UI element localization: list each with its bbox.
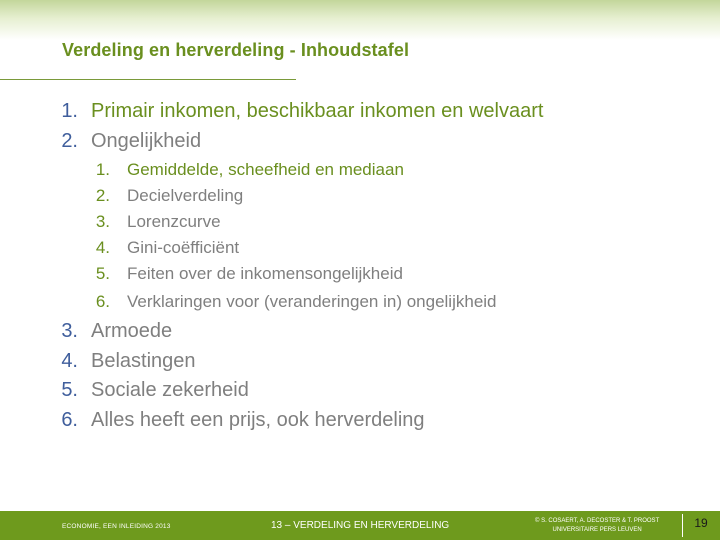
footer-chapter: 13 – VERDELING EN HERVERDELING bbox=[271, 520, 450, 531]
toc-item-number: 6. bbox=[61, 409, 78, 431]
toc-subitem-label: Verklaringen voor (veranderingen in) ongelijkheid bbox=[127, 292, 497, 311]
toc-item-label: Armoede bbox=[91, 320, 173, 342]
footer-credits bbox=[535, 517, 659, 535]
title-divider bbox=[0, 79, 296, 80]
toc-item-label: Ongelijkheid bbox=[91, 130, 202, 152]
toc-item-label: Sociale zekerheid bbox=[91, 379, 249, 401]
page-number: 19 bbox=[694, 516, 708, 530]
slide-footer bbox=[0, 511, 720, 540]
toc-subitem-number: 2. bbox=[95, 186, 110, 205]
slide-title: Verdeling en herverdeling - Inhoudstafel bbox=[62, 40, 410, 60]
toc-subitem-label: Gini-coëfficiënt bbox=[127, 238, 240, 257]
toc-subitem-label: Gemiddelde, scheefheid en mediaan bbox=[127, 160, 404, 179]
toc-subitem-label: Feiten over de inkomensongelijkheid bbox=[127, 264, 403, 283]
toc-subitem-number: 6. bbox=[95, 292, 110, 311]
header-gradient-band bbox=[0, 0, 720, 40]
footer-authors: © S. COSAERT, A. DECOSTER & T. PROOST bbox=[535, 518, 660, 524]
toc-item-number: 1. bbox=[61, 100, 78, 122]
toc-item-number: 3. bbox=[61, 320, 78, 342]
toc-subitem-number: 3. bbox=[95, 212, 110, 231]
toc-item-label: Primair inkomen, beschikbaar inkomen en welvaart bbox=[91, 100, 544, 122]
footer-book-title: ECONOMIE, EEN INLEIDING 2013 bbox=[62, 523, 171, 530]
toc-subitem-number: 5. bbox=[95, 264, 110, 283]
toc-subitem-number: 1. bbox=[95, 160, 110, 179]
toc-item-label: Alles heeft een prijs, ook herverdeling bbox=[91, 409, 425, 431]
footer-divider bbox=[682, 514, 683, 537]
toc-item-number: 2. bbox=[61, 130, 78, 152]
toc-subitem-label: Decielverdeling bbox=[127, 186, 244, 205]
toc-subitem-number: 4. bbox=[95, 238, 110, 257]
toc-item-number: 4. bbox=[61, 350, 78, 372]
footer-publisher: UNIVERSITAIRE PERS LEUVEN bbox=[552, 527, 642, 533]
toc-subitem-label: Lorenzcurve bbox=[127, 212, 221, 231]
toc-item-number: 5. bbox=[61, 379, 78, 401]
toc-item-label: Belastingen bbox=[91, 350, 196, 372]
